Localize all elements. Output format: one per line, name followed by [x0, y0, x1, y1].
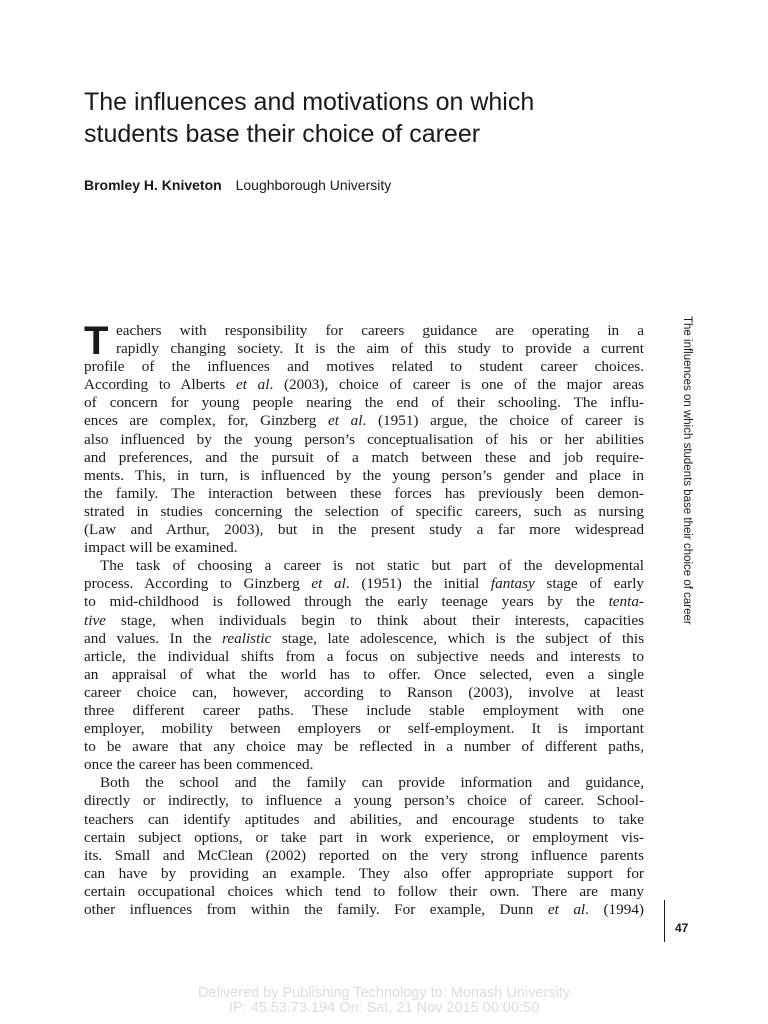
body-text-segment: . (1994)	[585, 901, 644, 918]
body-line	[84, 612, 644, 630]
body-italic-text: fantasy	[490, 575, 535, 593]
body-text-segment: stage, late adolescence, which is the subject of this	[271, 629, 644, 647]
author-name: Bromley H. Kniveton	[84, 177, 222, 193]
body-line	[84, 431, 644, 449]
body-text-segment: stage of early	[534, 575, 645, 593]
body-text-segment: article, the individual shifts from a focus on subjective needs and interests to	[84, 647, 644, 665]
download-watermark	[0, 986, 768, 1016]
author-affiliation: Loughborough University	[235, 177, 392, 193]
body-text-segment: According to Alberts	[84, 376, 236, 394]
body-line	[84, 358, 644, 376]
body-line	[84, 883, 644, 901]
body-text-segment: process. According to Ginzberg	[84, 575, 312, 593]
body-text-segment: the family. The interaction between these forces has previously been demon-	[84, 484, 644, 502]
body-line	[84, 467, 644, 485]
body-line	[84, 774, 644, 792]
body-line	[84, 394, 644, 412]
body-text-segment: teachers can identify aptitudes and abilities, and encourage students to take	[84, 810, 644, 828]
body-line	[84, 376, 644, 394]
watermark-line: IP: 45.53.73.194 On: Sat, 21 Nov 2015 00:00:50	[228, 1000, 540, 1016]
body-text-segment: of concern for young people nearing the end of their schooling. The influ-	[84, 394, 644, 412]
body-text-segment: also influenced by the young person’s conceptualisation of his or her abilities	[84, 430, 644, 448]
body-line	[84, 449, 644, 467]
body-text-segment: career choice can, however, according to Ranson (2003), involve at least	[84, 683, 644, 701]
body-text-segment: certain occupational choices which tend to follow their own. There are many	[84, 882, 644, 900]
article-body	[84, 319, 645, 919]
article-title-line: students base their choice of career	[84, 120, 481, 148]
body-italic-text: et al	[328, 412, 363, 430]
body-line	[84, 847, 644, 865]
body-line	[84, 738, 644, 756]
body-text-segment: an appraisal of what the world has to offer. Once selected, even a single	[84, 665, 644, 683]
body-line	[84, 575, 644, 593]
body-text-segment: profile of the influences and motives related to student career choices.	[84, 358, 644, 376]
body-line	[84, 720, 644, 738]
body-text-segment: impact will be examined.	[84, 539, 238, 557]
body-line	[84, 322, 644, 340]
body-text-segment: strated in studies concerning the selection of specific careers, such as nursing	[84, 502, 644, 520]
body-line	[84, 666, 644, 684]
body-text-segment: ments. This, in turn, is influenced by the young person’s gender and place in	[84, 466, 644, 484]
body-text-segment: other influences from within the family. For example, Dunn	[84, 901, 548, 918]
body-text-segment: . (1951) argue, the choice of career is	[362, 412, 644, 430]
body-text-segment: . (1951) the initial	[345, 575, 491, 593]
body-text-segment: its. Small and McClean (2002) reported on the very strong influence parents	[84, 846, 644, 864]
body-line	[84, 485, 644, 503]
body-text-segment: rapidly changing society. It is the aim of this study to provide a current	[116, 340, 644, 358]
body-line	[84, 829, 644, 847]
body-italic-text: realistic	[222, 629, 272, 647]
drop-cap: T	[84, 319, 109, 363]
running-head: The influences on which students base their choice of career	[681, 316, 693, 625]
body-text-segment: once the career has been commenced.	[84, 756, 314, 774]
body-text-segment: to mid-childhood is followed through the early teenage years by the	[84, 593, 609, 611]
body-text-segment: The task of choosing a career is not static but part of the developmental	[100, 557, 644, 575]
body-text-segment: (Law and Arthur, 2003), but in the present study a far more widespread	[84, 521, 644, 539]
body-text-segment: and preferences, and the pursuit of a match between these and job require-	[84, 448, 644, 466]
page-number: 47	[675, 921, 689, 935]
body-italic-text: tive	[84, 611, 106, 629]
margin-rule	[664, 900, 665, 942]
body-text-segment: ences are complex, for, Ginzberg	[84, 412, 328, 430]
body-italic-text: et al	[311, 575, 346, 593]
body-line	[84, 702, 644, 720]
body-text-segment: Both the school and the family can provide information and guidance,	[100, 774, 644, 792]
body-text-segment: eachers with responsibility for careers guidance are operating in a	[116, 322, 644, 339]
body-italic-text: et al	[547, 901, 586, 918]
article-title	[84, 86, 644, 150]
body-text-segment: stage, when individuals begin to think about their interests, capacities	[105, 611, 644, 629]
body-text-segment: three different career paths. These include stable employment with one	[84, 701, 644, 719]
body-text-segment: to be aware that any choice may be reflected in a number of different paths,	[84, 738, 644, 756]
byline	[84, 176, 391, 194]
body-line	[84, 503, 644, 521]
body-italic-text: tenta-	[608, 593, 644, 611]
body-line	[84, 340, 644, 358]
body-line	[84, 756, 644, 774]
body-text-segment: . (2003), choice of career is one of the major areas	[269, 376, 644, 394]
body-line	[84, 521, 644, 539]
body-line	[84, 792, 644, 810]
body-text-segment: and values. In the	[84, 629, 223, 647]
body-line	[84, 648, 644, 666]
body-line	[84, 684, 644, 702]
body-line	[84, 593, 644, 611]
body-text-segment: directly or indirectly, to influence a young person’s choice of career. School-	[84, 792, 644, 810]
body-text-segment: certain subject options, or take part in work experience, or employment vis-	[84, 828, 644, 846]
body-line	[84, 412, 644, 430]
body-line	[84, 630, 644, 648]
body-line	[84, 539, 644, 557]
body-line	[84, 811, 644, 829]
body-text-segment: can have by providing an example. They also offer appropriate support for	[84, 864, 644, 882]
body-italic-text: et al	[235, 376, 270, 394]
body-line	[84, 557, 644, 575]
body-line	[84, 901, 644, 919]
watermark-line: Delivered by Publishing Technology to: Monash University	[197, 985, 571, 1001]
body-line	[84, 865, 644, 883]
article-title-line: The influences and motivations on which	[84, 88, 535, 116]
body-text-segment: employer, mobility between employers or self-employment. It is important	[84, 720, 644, 738]
